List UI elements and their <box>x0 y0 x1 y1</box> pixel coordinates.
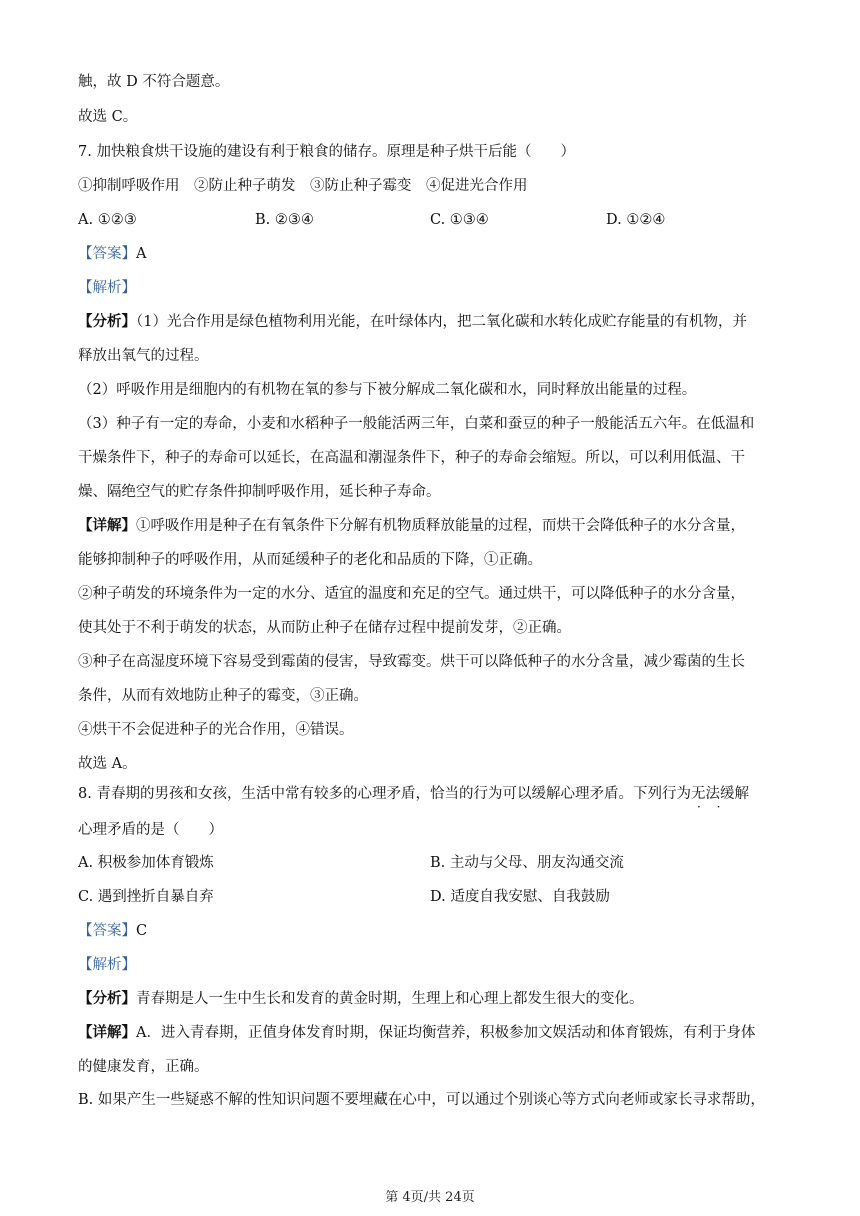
q7-jiexi-tag: 【解析】 <box>78 280 136 296</box>
text-line: 释放出氧气的过程。 <box>78 348 209 364</box>
answer-value: C <box>136 923 148 939</box>
q8-answer <box>78 921 147 941</box>
q7-option-d: D. ①②④ <box>606 212 666 228</box>
text-line: 心理矛盾的是（ ） <box>78 822 223 838</box>
text-line: B. 如果产生一些疑惑不解的性知识问题不要埋藏在心中，可以通过个别谈心等方式向老师或家长寻求帮助， <box>78 1092 765 1108</box>
fenxi-tag: 【分析】 <box>78 313 136 330</box>
q8-option-a: A. 积极参加体育锻炼 <box>78 855 214 871</box>
q8-jiexi-tag: 【解析】 <box>78 957 136 973</box>
answer-tag: 【答案】 <box>78 246 136 262</box>
text-line: （2）呼吸作用是细胞内的有机物在氧的参与下被分解成二氧化碳和水，同时释放出能量的过程。 <box>78 382 697 398</box>
text-line: 故选 C。 <box>78 109 138 125</box>
answer-value: A <box>136 246 147 262</box>
xiangjie-tag: 【详解】 <box>78 1024 136 1041</box>
answer-tag: 【答案】 <box>78 923 136 939</box>
text-line: 触，故 D 不符合题意。 <box>78 74 230 90</box>
q7-xiangjie: 【详解】①呼吸作用是种子在有氧条件下分解有机物质释放能量的过程，而烘干会降低种子的水分含量， <box>78 517 745 534</box>
text-line: 故选 A。 <box>78 756 137 772</box>
text-line: 干燥条件下，种子的寿命可以延长，在高温和潮湿条件下，种子的寿命会缩短。所以，可以利用低温、干 <box>78 450 745 466</box>
question-7-items: ①抑制呼吸作用 ②防止种子萌发 ③防止种子霉变 ④促进光合作用 <box>78 178 528 194</box>
fenxi-tag: 【分析】 <box>78 990 136 1007</box>
text-line: 的健康发育，正确。 <box>78 1059 209 1075</box>
text-line: ③种子在高湿度环境下容易受到霉菌的侵害，导致霉变。烘干可以降低种子的水分含量，减少霉菌的生长 <box>78 654 745 670</box>
text-line: 能够抑制种子的呼吸作用，从而延缓种子的老化和品质的下降，①正确。 <box>78 552 542 568</box>
page-footer: 第 4页/共 24页 <box>385 1190 475 1205</box>
text-line: 燥、隔绝空气的贮存条件抑制呼吸作用，延长种子寿命。 <box>78 484 441 500</box>
question-8-stem: 8. 青春期的男孩和女孩，生活中常有较多的心理矛盾，恰当的行为可以缓解心理矛盾。下列行为无法 · ·缓解 <box>78 784 749 804</box>
text-line: 条件，从而有效地防止种子的霉变，③正确。 <box>78 688 368 704</box>
q8-option-b: B. 主动与父母、朋友沟通交流 <box>430 855 624 871</box>
xiangjie-tag: 【详解】 <box>78 517 136 534</box>
q8-xiangjie: 【详解】A．进入青春期，正值身体发育时期，保证均衡营养，积极参加文娱活动和体育锻炼，有利于身体 <box>78 1024 756 1041</box>
text-line: 使其处于不利于萌发的状态，从而防止种子在储存过程中提前发芽，②正确。 <box>78 620 571 636</box>
q8-option-c: C. 遇到挫折自暴自弃 <box>78 889 214 905</box>
q7-answer <box>78 244 146 264</box>
text-line: ④烘干不会促进种子的光合作用，④错误。 <box>78 722 354 738</box>
q7-option-c: C. ①③④ <box>430 212 489 228</box>
text-line: ②种子萌发的环境条件为一定的水分、适宜的温度和充足的空气。通过烘干，可以降低种子的水分含量， <box>78 586 745 602</box>
q8-option-d: D. 适度自我安慰、自我鼓励 <box>430 889 610 905</box>
q7-fenxi: 【分析】（1）光合作用是绿色植物利用光能，在叶绿体内，把二氧化碳和水转化成贮存能量的有机物，并 <box>78 313 747 330</box>
question-7-stem: 7. 加快粮食烘干设施的建设有利于粮食的储存。原理是种子烘干后能（ ） <box>78 144 575 160</box>
q7-option-a: A. ①②③ <box>78 212 137 228</box>
text-line: （3）种子有一定的寿命，小麦和水稻种子一般能活两三年，白菜和蚕豆的种子一般能活五六年。在低温和 <box>78 416 755 432</box>
q7-option-b: B. ②③④ <box>255 212 314 228</box>
q8-fenxi: 【分析】青春期是人一生中生长和发育的黄金时期，生理上和心理上都发生很大的变化。 <box>78 990 644 1007</box>
emphasis-text: 无法 · · <box>691 786 720 802</box>
